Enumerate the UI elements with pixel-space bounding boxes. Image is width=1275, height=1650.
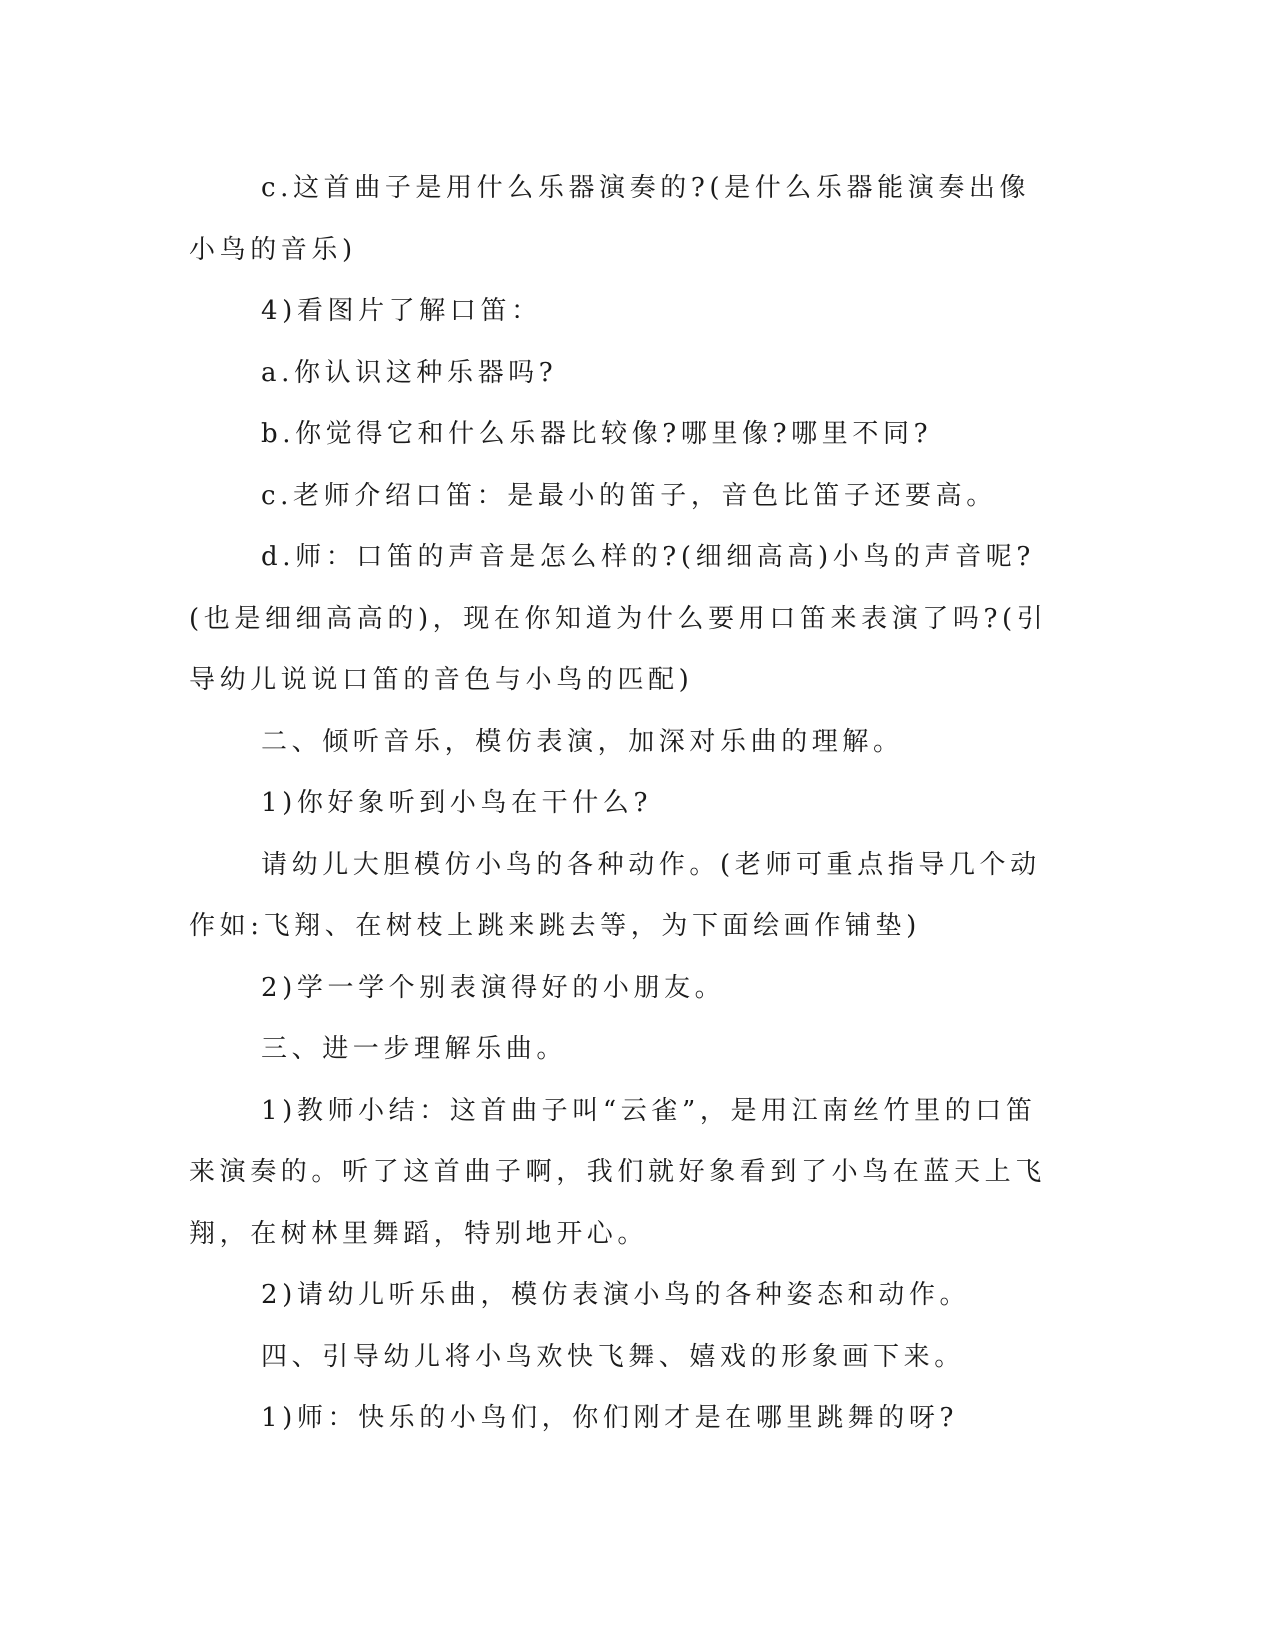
- paragraph-imitate: 请幼儿大胆模仿小鸟的各种动作。(老师可重点指导几个动作如:飞翔、在树枝上跳来跳去等，为下面绘画作铺垫): [189, 849, 1041, 941]
- paragraph-question-b: b.你觉得它和什么乐器比较像?哪里像?哪里不同?: [261, 419, 933, 449]
- paragraph-question-d: d.师：口笛的声音是怎么样的?(细细高高)小鸟的声音呢?(也是细细高高的)，现在你知道为什么要用口笛来表演了吗?(引导幼儿说说口笛的音色与小鸟的匹配): [189, 542, 1048, 695]
- section-heading-4: 四、引导幼儿将小鸟欢快飞舞、嬉戏的形象画下来。: [261, 1341, 965, 1372]
- paragraph-listen-imitate: 2)请幼儿听乐曲，模仿表演小鸟的各种姿态和动作。: [261, 1280, 971, 1310]
- paragraph-step-1: 1)你好象听到小鸟在干什么?: [261, 788, 653, 818]
- paragraph-question-a: a.你认识这种乐器吗?: [261, 357, 558, 388]
- section-heading-3: 三、进一步理解乐曲。: [261, 1034, 568, 1064]
- paragraph-question-c-instrument: c.这首曲子是用什么乐器演奏的?(是什么乐器能演奏出像小鸟的音乐): [189, 173, 1031, 265]
- paragraph-step-4: 4)看图片了解口笛：: [261, 296, 542, 326]
- paragraph-teacher-question: 1)师：快乐的小鸟们，你们刚才是在哪里跳舞的呀?: [261, 1403, 959, 1433]
- paragraph-teacher-intro: c.老师介绍口笛：是最小的笛子，音色比笛子还要高。: [261, 480, 997, 511]
- paragraph-summary: 1)教师小结：这首曲子叫“云雀”，是用江南丝竹里的口笛来演奏的。听了这首曲子啊，我们就好象看到了小鸟在蓝天上飞翔，在树林里舞蹈，特别地开心。: [189, 1095, 1046, 1249]
- section-heading-2: 二、倾听音乐，模仿表演，加深对乐曲的理解。: [261, 726, 904, 757]
- paragraph-step-2: 2)学一学个别表演得好的小朋友。: [261, 972, 726, 1003]
